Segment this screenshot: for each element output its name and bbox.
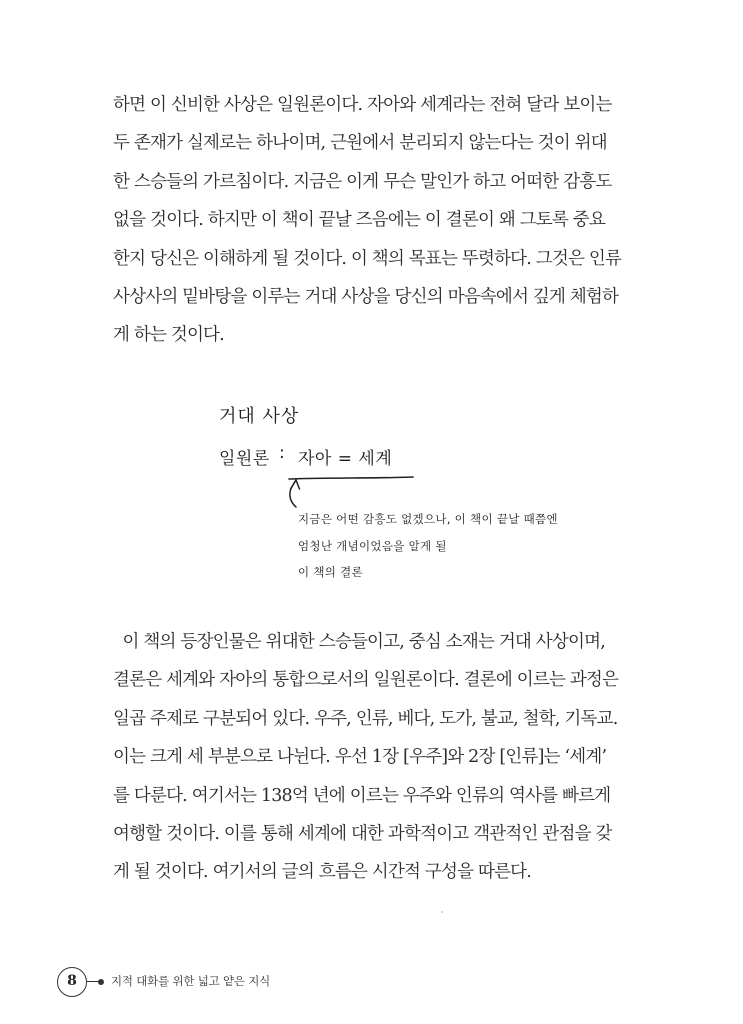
text-line: 두 존재가 실제로는 하나이며, 근원에서 분리되지 않는다는 것이 위대	[113, 133, 607, 154]
page-number: 8	[57, 967, 87, 997]
scan-speck	[441, 911, 443, 913]
text-line: 사상사의 밑바탕을 이루는 거대 사상을 당신의 마음속에서 깊게 체험하	[113, 287, 619, 308]
arrow-head-mark	[291, 480, 300, 489]
curved-arrow-mark	[290, 480, 296, 507]
diagram-title: 거대 사상	[219, 406, 300, 427]
diagram-note-line: 엄청난 개념이었음을 알게 될	[298, 539, 447, 553]
text-line: 를 다룬다. 여기서는 138억 년에 이르는 우주와 인류의 역사를 빠르게	[113, 785, 611, 806]
text-line: 게 될 것이다. 여기서의 글의 흐름은 시간적 구성을 따른다.	[113, 862, 532, 883]
text-line: 일곱 주제로 구분되어 있다. 우주, 인류, 베다, 도가, 불교, 철학, 기독교.	[113, 708, 618, 729]
underline-mark	[289, 477, 413, 479]
text-line: 없을 것이다. 하지만 이 책이 끝날 즈음에는 이 결론이 왜 그토록 중요	[113, 210, 605, 231]
text-line: 한 스승들의 가르침이다. 지금은 이게 무슨 말인가 하고 어떠한 감흥도	[113, 171, 612, 192]
diagram-separator: :	[279, 443, 285, 463]
diagram-note-line: 지금은 어떤 감흥도 없겠으나, 이 책이 끝날 때쯤엔	[298, 512, 558, 526]
text-line: 여행할 것이다. 이를 통해 세계에 대한 과학적이고 객관적인 관점을 갖	[113, 824, 612, 845]
text-line: 결론은 세계와 자아의 통합으로서의 일원론이다. 결론에 이르는 과정은	[113, 670, 619, 691]
body-paragraph-2	[113, 623, 688, 892]
diagram-right-term: 자아 = 세계	[298, 449, 393, 469]
text-line: 하면 이 신비한 사상은 일원론이다. 자아와 세계라는 전혀 달라 보이는	[113, 95, 612, 115]
text-line: 이는 크게 세 부분으로 나뉜다. 우선 1장 [우주]와 2장 [인류]는 ‘세계’	[113, 747, 607, 768]
footer-bullet-dot	[98, 979, 104, 985]
body-paragraph-1	[113, 86, 688, 355]
diagram-left-term: 일원론	[219, 449, 270, 469]
text-line: 한지 당신은 이해하게 될 것이다. 이 책의 목표는 뚜렷하다. 그것은 인류	[113, 248, 622, 269]
text-line: 게 하는 것이다.	[113, 325, 224, 346]
diagram-note-line: 이 책의 결론	[298, 565, 363, 579]
running-book-title: 지적 대화를 위한 넓고 얕은 지식	[111, 974, 271, 988]
text-line: 이 책의 등장인물은 위대한 스승들이고, 중심 소재는 거대 사상이며,	[113, 632, 605, 652]
